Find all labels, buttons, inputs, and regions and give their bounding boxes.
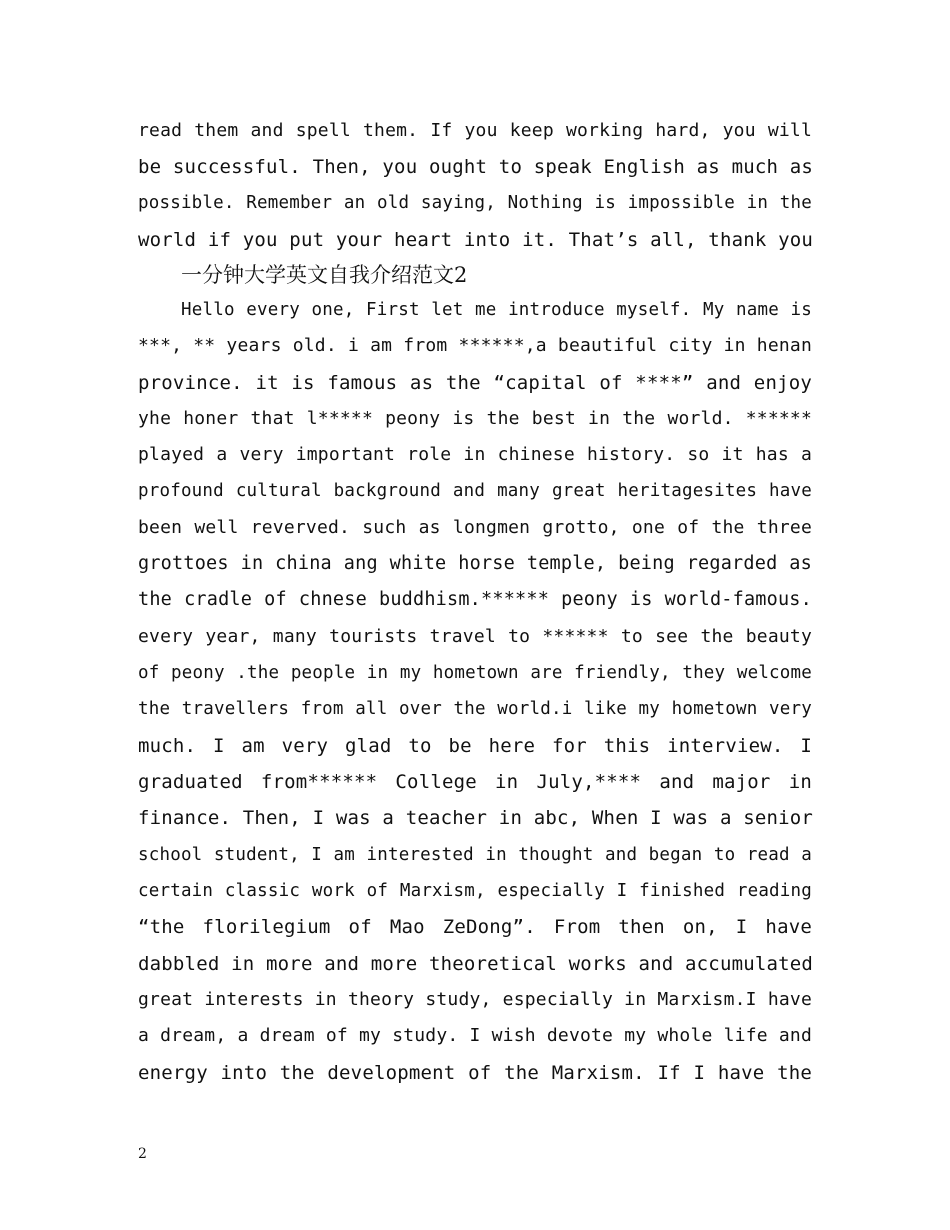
text-line: much. I am very glad to be here for this interview. I (138, 735, 812, 757)
text-line: of peony .the people in my hometown are friendly, they welcome (138, 663, 812, 683)
text-line: every year, many tourists travel to ****** to see the beauty (138, 626, 812, 647)
text-line: great interests in theory study, especially in Marxism.I have (138, 989, 812, 1010)
text-line: been well reverved. such as longmen grotto, one of the three (138, 517, 812, 538)
text-line: dabbled in more and more theoretical works and accumulated (138, 953, 814, 975)
text-line: “the florilegium of Mao ZeDong”. From then on, I have (138, 916, 812, 938)
text-line: the cradle of chnese buddhism.****** peony is world-famous. (138, 589, 812, 610)
text-line: the travellers from all over the world.i like my hometown very (138, 699, 812, 719)
text-line: school student, I am interested in thought and began to read a (138, 845, 812, 865)
text-line: certain classic work of Marxism, especially I finished reading (138, 881, 812, 901)
text-line: finance. Then, I was a teacher in abc, When I was a senior (138, 807, 814, 829)
text-line: graduated from****** College in July,**** and major in (138, 771, 812, 793)
text-line: province. it is famous as the “capital of ****” and enjoy (138, 372, 812, 394)
text-line: energy into the development of the Marxism. If I have the (138, 1062, 812, 1084)
text-line: possible. Remember an old saying, Nothing is impossible in the (138, 193, 812, 213)
text-line: a dream, a dream of my study. I wish devote my whole life and (138, 1025, 812, 1046)
text-line: yhe honer that l***** peony is the best in the world. ****** (138, 408, 812, 429)
section-heading: 一分钟大学英文自我介绍范文2 (181, 263, 468, 287)
text-line: read them and spell them. If you keep working hard, you will (138, 120, 812, 141)
text-line: ***, ** years old. i am from ******,a beautiful city in henan (138, 335, 812, 356)
text-line: be successful. Then, you ought to speak English as much as (138, 156, 814, 178)
text-line: Hello every one, First let me introduce myself. My name is (181, 300, 812, 320)
text-line: grottoes in china ang white horse temple, being regarded as (138, 553, 812, 574)
text-line: world if you put your heart into it. That’s all, thank you (138, 229, 814, 251)
text-line: played a very important role in chinese history. so it has a (138, 444, 812, 465)
text-line: profound cultural background and many great heritagesites have (138, 481, 812, 501)
page-number: 2 (138, 1146, 147, 1162)
